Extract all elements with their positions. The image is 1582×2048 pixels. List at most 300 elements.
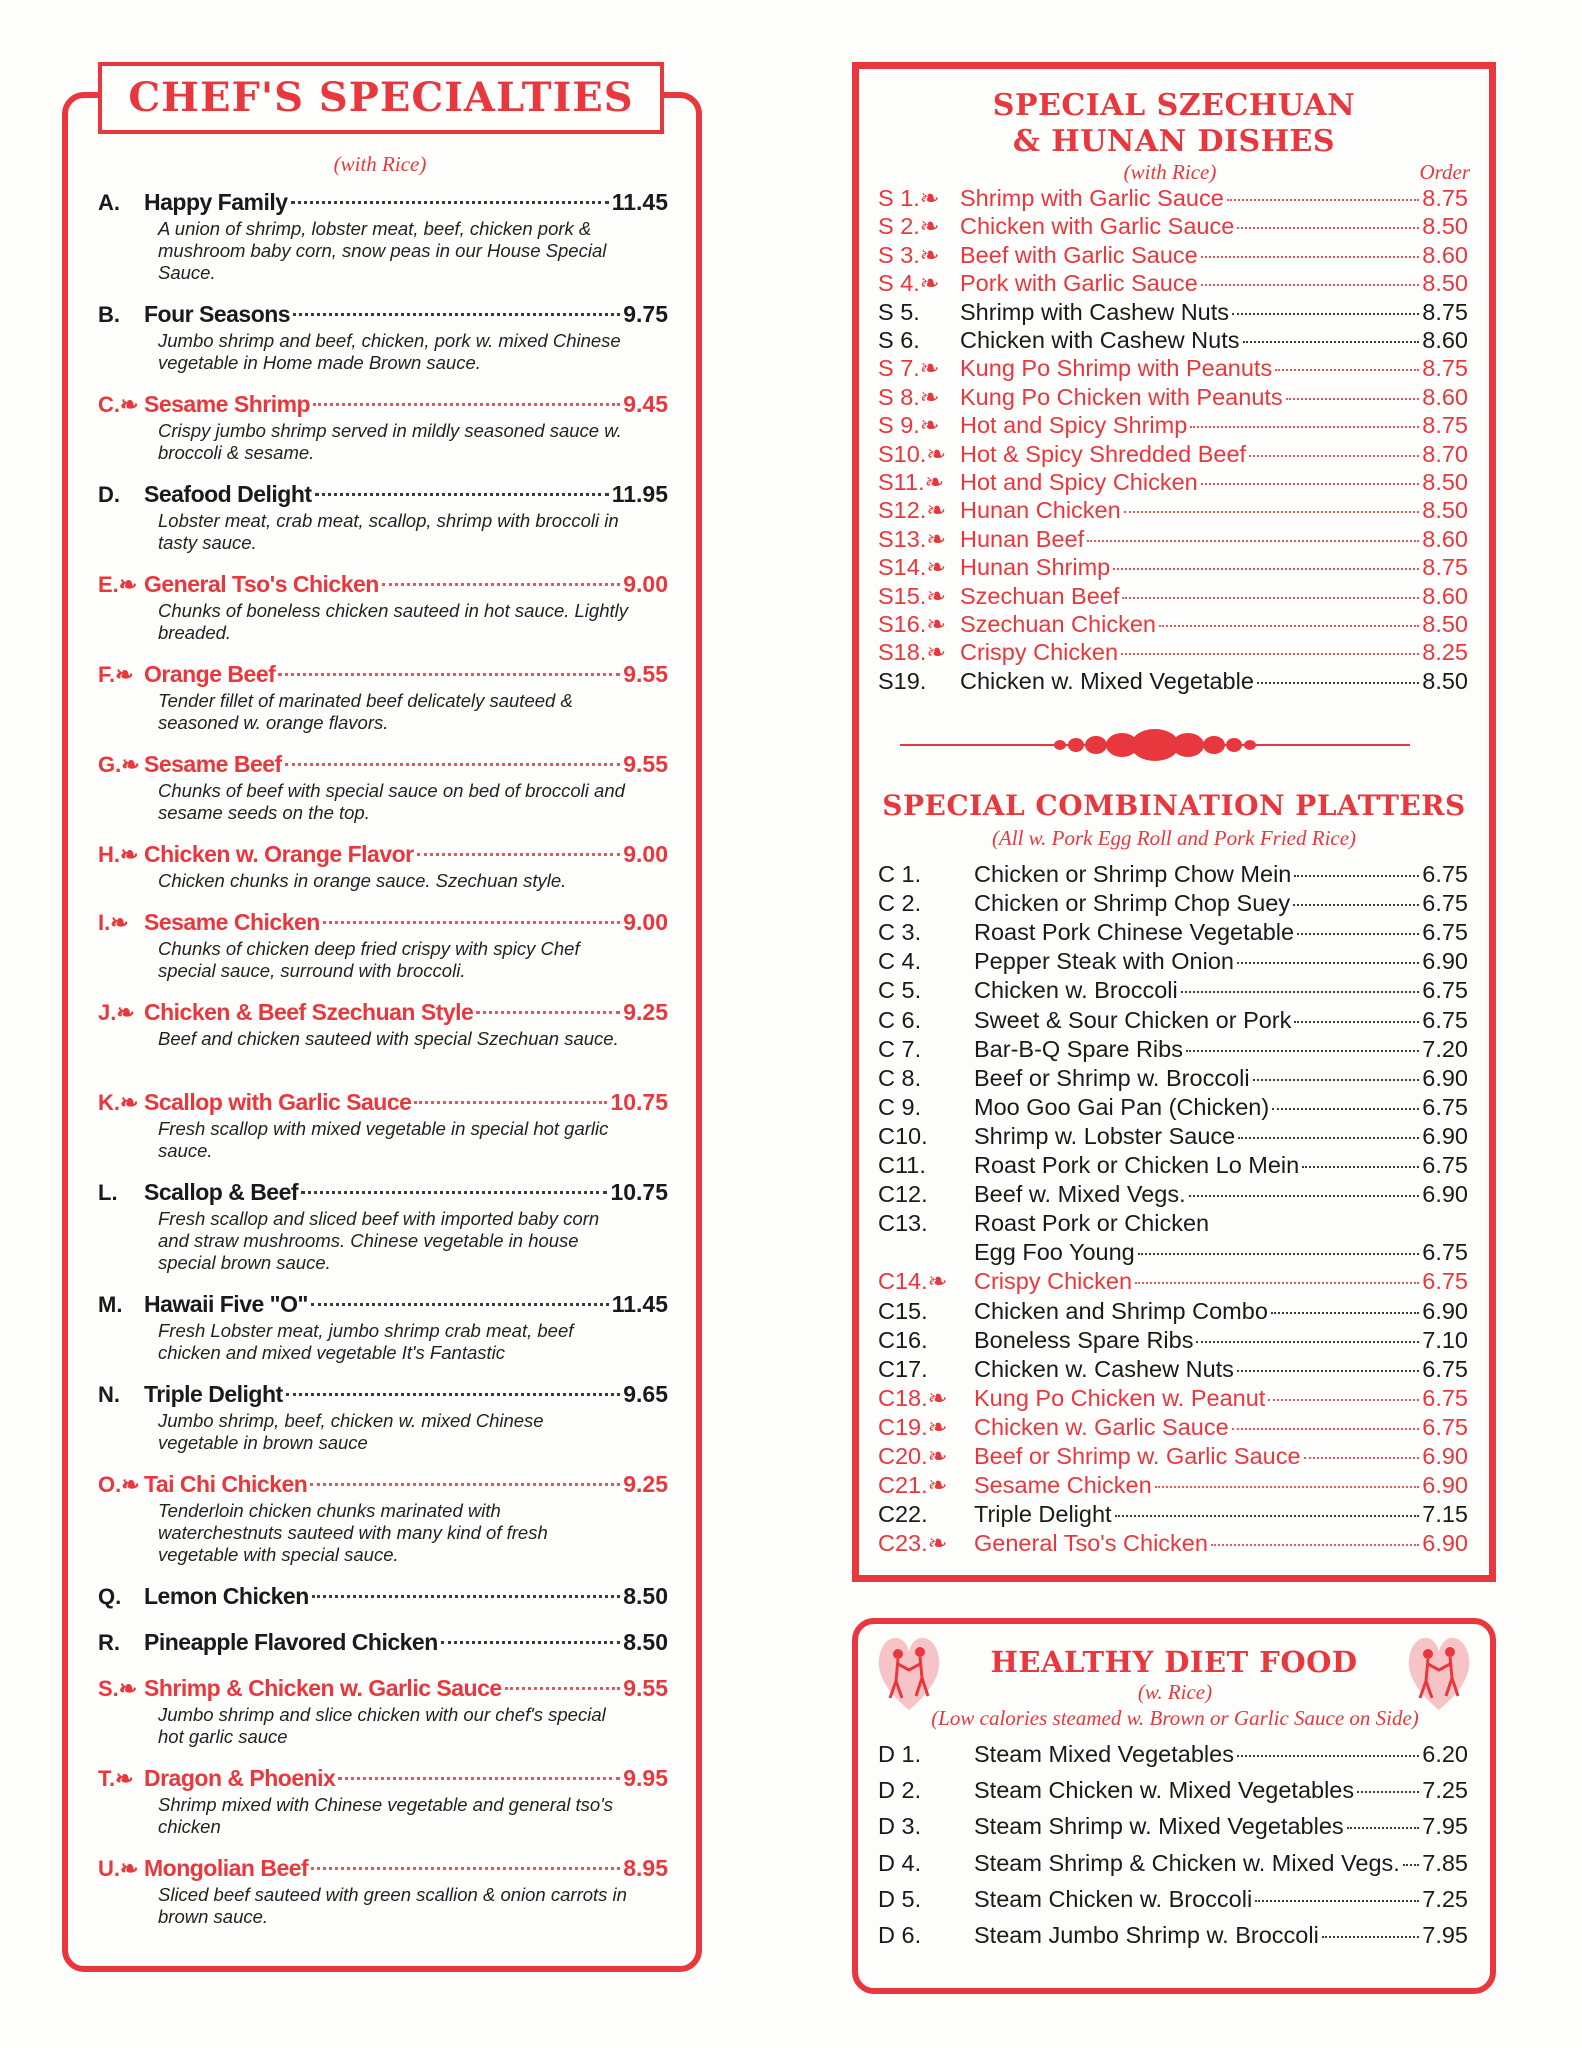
chef-item	[98, 1852, 668, 1928]
combo-item-name: Beef or Shrimp w. Garlic Sauce	[974, 1443, 1301, 1469]
szechuan-item-price: 8.75	[1422, 298, 1468, 325]
combo-item-name: Shrimp w. Lobster Sauce	[974, 1122, 1236, 1149]
combo-item-row	[878, 947, 1468, 975]
szechuan-item-row	[878, 411, 1468, 439]
chef-item-line	[98, 1288, 668, 1320]
szechuan-item-price: 8.60	[1422, 582, 1468, 609]
combo-item-name: Egg Foo Young	[974, 1239, 1135, 1266]
combo-item-code: C 2.	[878, 890, 922, 917]
diet-item-price: 7.25	[1422, 1777, 1468, 1804]
szechuan-item-code: S12.❧	[878, 497, 947, 524]
chef-item-description: Shrimp mixed with Chinese vegetable and general tso's chicken	[158, 1794, 613, 1837]
chef-item-name: Seafood Delight	[144, 481, 312, 507]
dot-leader	[1357, 1791, 1419, 1793]
combo-item-price: 6.75	[1422, 890, 1468, 917]
chefs-specialties-subtitle: (with Rice)	[333, 152, 427, 176]
dot-leader	[1302, 1166, 1419, 1168]
szechuan-item-name: Kung Po Chicken with Peanuts	[960, 383, 1283, 410]
combo-item-name: Bar-B-Q Spare Ribs	[974, 1035, 1183, 1062]
dot-leader	[1232, 313, 1419, 315]
chef-item	[98, 1468, 668, 1566]
chef-item	[98, 1580, 668, 1612]
szechuan-item-name: Crispy Chicken	[960, 639, 1119, 666]
szechuan-item-name: Hunan Chicken	[960, 497, 1121, 524]
szechuan-item-code: S13.❧	[878, 525, 947, 552]
diet-item-name: Steam Mixed Vegetables	[974, 1741, 1234, 1767]
chef-item-letter: N.	[98, 1382, 120, 1407]
combo-item-code: C22.	[878, 1501, 928, 1528]
chef-item-letter: C.❧	[98, 392, 139, 417]
combo-item-price: 6.75	[1422, 1384, 1468, 1411]
dot-leader	[1237, 227, 1419, 229]
chef-item-letter: E.❧	[98, 572, 138, 597]
dot-leader	[1155, 1486, 1420, 1488]
chef-item-letter: A.	[98, 190, 120, 215]
chef-item	[98, 298, 668, 374]
combo-item-row	[878, 1093, 1468, 1121]
dot-leader	[1257, 682, 1419, 684]
combo-item-code: C13.	[878, 1210, 928, 1237]
chef-item-name: Happy Family	[144, 189, 288, 215]
chef-item-name: Dragon & Phoenix	[144, 1765, 336, 1791]
chef-item-line	[98, 838, 668, 870]
combo-item-price: 6.90	[1422, 1064, 1468, 1091]
combo-item-code: C21.❧	[878, 1472, 948, 1499]
chef-item-description: Crispy jumbo shrimp served in mildly seasoned sauce w. broccoli & sesame.	[158, 420, 622, 463]
combo-title: SPECIAL COMBINATION PLATTERS	[882, 789, 1466, 822]
chef-item-description: Fresh scallop and sliced beef with imported baby corn and straw mushrooms. Chinese vegetable in house special brown sauce.	[158, 1208, 600, 1273]
chef-item-letter: U.❧	[98, 1856, 139, 1881]
diet-title: HEALTHY DIET FOOD	[990, 1645, 1358, 1679]
szechuan-item-row	[878, 241, 1468, 269]
combo-item-name: Chicken or Shrimp Chop Suey	[974, 890, 1291, 917]
chef-item-description: Chunks of beef with special sauce on bed of broccoli and sesame seeds on the top.	[158, 780, 625, 823]
szechuan-item-price: 8.60	[1422, 525, 1468, 552]
szechuan-item-code: S 8.❧	[878, 383, 940, 410]
combo-item-price: 7.15	[1422, 1501, 1468, 1528]
chef-item-letter: M.	[98, 1292, 123, 1317]
chef-item-line	[98, 1580, 668, 1612]
dot-leader	[1286, 398, 1420, 400]
szechuan-item-name: Chicken w. Mixed Vegetable	[960, 667, 1254, 694]
szechuan-item-price: 8.75	[1422, 412, 1468, 439]
szechuan-item-name: Szechuan Chicken	[960, 611, 1156, 637]
szechuan-item-name: Kung Po Shrimp with Peanuts	[960, 355, 1273, 382]
diet-item-row	[878, 1812, 1468, 1840]
szechuan-item-price: 8.25	[1422, 639, 1468, 666]
szechuan-item-code: S 1.❧	[878, 185, 940, 211]
combo-item-name: Chicken w. Broccoli	[974, 977, 1178, 1004]
dot-leader	[1272, 1108, 1419, 1110]
dot-leader	[338, 1777, 620, 1780]
szechuan-item-code: S 5.	[878, 298, 920, 325]
combo-item-row	[878, 1529, 1468, 1557]
dot-leader	[1304, 1457, 1420, 1459]
dot-leader	[1275, 369, 1419, 371]
szechuan-item-name: Chicken with Cashew Nuts	[960, 327, 1240, 353]
dot-leader	[291, 201, 609, 204]
chef-item-line	[98, 996, 668, 1028]
dot-leader	[1201, 284, 1420, 286]
combo-item-name: Crispy Chicken	[974, 1268, 1133, 1295]
dot-leader	[1271, 1312, 1419, 1314]
combo-item-row	[878, 1500, 1468, 1528]
combo-item-row	[878, 976, 1468, 1004]
dot-leader	[1135, 1282, 1419, 1284]
chef-item-description: Chunks of chicken deep fried crispy with spicy Chef special sauce, surround with broccoli.	[158, 938, 580, 981]
combo-item-row	[878, 1122, 1468, 1150]
diet-item-code: D 6.	[878, 1922, 922, 1948]
chef-item	[98, 568, 668, 644]
chef-item-letter: G.❧	[98, 752, 140, 777]
dot-leader	[1189, 1195, 1420, 1197]
combo-item-price: 6.90	[1422, 1472, 1468, 1499]
dot-leader	[1347, 1827, 1420, 1829]
szechuan-item-price: 8.50	[1422, 213, 1468, 240]
szechuan-item-row	[878, 496, 1468, 524]
combo-item-row	[878, 889, 1468, 917]
combo-item-price: 6.75	[1422, 1152, 1468, 1178]
diet-item-row	[878, 1885, 1468, 1913]
dot-leader	[1190, 426, 1419, 428]
chef-item-price: 9.65	[623, 1381, 668, 1407]
szechuan-item-price: 8.50	[1422, 497, 1468, 524]
dot-leader	[311, 1867, 620, 1870]
szechuan-item-row	[878, 553, 1468, 581]
szechuan-item-row	[878, 354, 1468, 382]
chef-item	[98, 388, 668, 464]
dancing-couple-icon	[872, 1626, 946, 1716]
dot-leader	[1227, 199, 1419, 201]
szechuan-item-row	[878, 582, 1468, 610]
dot-leader	[1087, 540, 1419, 542]
chef-item-name: Scallop & Beef	[144, 1179, 299, 1205]
diet-item-price: 7.95	[1422, 1813, 1468, 1840]
dot-leader	[1122, 597, 1419, 599]
chef-item-line	[98, 1176, 668, 1208]
combo-item-code: C 9.	[878, 1093, 922, 1120]
chef-item	[98, 186, 668, 284]
chef-item	[98, 1672, 668, 1748]
chef-item-name: Triple Delight	[144, 1381, 283, 1407]
diet-item-price: 7.85	[1422, 1849, 1468, 1876]
szechuan-item-row	[878, 525, 1468, 553]
chef-item-letter: T.❧	[98, 1766, 134, 1791]
chef-item-line	[98, 478, 668, 510]
chef-item-name: Orange Beef	[144, 661, 276, 687]
combo-item-row	[878, 1471, 1468, 1499]
dot-leader	[1181, 991, 1420, 993]
chef-item-name: Shrimp & Chicken w. Garlic Sauce	[144, 1675, 502, 1701]
dot-leader	[1249, 455, 1419, 457]
diet-item-price: 7.25	[1422, 1885, 1468, 1912]
diet-item-row	[878, 1740, 1468, 1768]
combo-item-row	[878, 1413, 1468, 1441]
combo-item-code: C 1.	[878, 861, 922, 887]
combo-item-price: 6.75	[1422, 977, 1468, 1004]
dot-leader	[1237, 1370, 1419, 1372]
combo-item-row	[878, 1355, 1468, 1383]
combo-item-row	[878, 860, 1468, 888]
dot-leader	[1294, 875, 1419, 877]
dot-leader	[1322, 1936, 1419, 1938]
dot-leader	[1297, 933, 1419, 935]
diet-item-name: Steam Chicken w. Mixed Vegetables	[974, 1777, 1355, 1804]
szechuan-item-row	[878, 667, 1468, 695]
dancing-couple-icon-right	[1402, 1626, 1476, 1716]
combo-item-code: C18.❧	[878, 1384, 948, 1411]
szechuan-item-price: 8.75	[1422, 185, 1468, 211]
dot-leader	[285, 763, 621, 766]
chef-item-line	[98, 1672, 668, 1704]
combo-item-price: 6.75	[1422, 861, 1468, 887]
dot-leader	[323, 921, 620, 924]
combo-item-price: 6.75	[1422, 919, 1468, 946]
combo-item-price: 6.75	[1422, 1355, 1468, 1382]
chef-item-name: General Tso's Chicken	[144, 571, 379, 597]
diet-item-code: D 2.	[878, 1777, 922, 1804]
chef-item-description: Jumbo shrimp, beef, chicken w. mixed Chinese vegetable in brown sauce	[158, 1410, 544, 1453]
chef-item-name: Hawaii Five "O"	[144, 1291, 308, 1317]
szechuan-item-name: Hot & Spicy Shredded Beef	[960, 440, 1247, 467]
szechuan-item-name: Szechuan Beef	[960, 582, 1120, 609]
chef-item-line	[98, 1378, 668, 1410]
chef-item-description: Sliced beef sauteed with green scallion & onion carrots in brown sauce.	[158, 1884, 627, 1927]
order-label: Order	[1419, 160, 1470, 184]
chef-item-description: Fresh scallop with mixed vegetable in special hot garlic sauce.	[158, 1118, 609, 1161]
dot-leader	[1237, 962, 1419, 964]
ornamental-divider	[900, 728, 1410, 762]
combo-item-row	[878, 1238, 1468, 1266]
chef-item-letter: D.	[98, 482, 120, 507]
chef-item	[98, 1378, 668, 1454]
chef-item	[98, 1086, 668, 1162]
szechuan-item-row	[878, 269, 1468, 297]
szechuan-item-code: S 2.❧	[878, 213, 940, 240]
szechuan-title-line1: SPECIAL SZECHUAN	[992, 88, 1356, 123]
chef-item-line	[98, 1086, 668, 1118]
chef-item-name: Chicken & Beef Szechuan Style	[144, 999, 474, 1025]
szechuan-item-price: 8.70	[1422, 440, 1468, 467]
szechuan-item-name: Pork with Garlic Sauce	[960, 270, 1198, 297]
chef-item-price: 9.00	[623, 909, 668, 935]
combo-item-code: C20.❧	[878, 1443, 948, 1469]
chef-item-price: 8.50	[623, 1583, 668, 1609]
szechuan-item-price: 8.75	[1422, 554, 1468, 581]
chef-item-description: Fresh Lobster meat, jumbo shrimp crab meat, beef chicken and mixed vegetable It's Fantastic	[158, 1320, 574, 1363]
szechuan-item-row	[878, 212, 1468, 240]
chef-item	[98, 748, 668, 824]
dot-leader	[414, 1101, 607, 1104]
chef-item-name: Tai Chi Chicken	[144, 1471, 308, 1497]
chef-item-description: Jumbo shrimp and slice chicken with our chef's special hot garlic sauce	[158, 1704, 606, 1747]
szechuan-item-code: S18.❧	[878, 639, 947, 666]
combo-item-price: 6.90	[1422, 1181, 1468, 1208]
combo-item-price: 7.10	[1422, 1326, 1468, 1353]
chef-item-name: Four Seasons	[144, 301, 291, 327]
combo-item-price: 6.90	[1422, 1530, 1468, 1557]
combo-item-code: C17.	[878, 1355, 928, 1382]
combo-item-row	[878, 1006, 1468, 1034]
chef-item-description: Tenderloin chicken chunks marinated with waterchestnuts sauteed with many kind of fresh vegetable with special sauce.	[158, 1500, 548, 1565]
chef-item	[98, 1626, 668, 1658]
szechuan-item-row	[878, 298, 1468, 326]
dot-leader	[1253, 1079, 1420, 1081]
diet-note: (Low calories steamed w. Brown or Garlic Sauce on Side)	[931, 1706, 1419, 1730]
dot-leader	[310, 1483, 620, 1486]
chef-item-letter: H.❧	[98, 842, 139, 867]
szechuan-item-code: S11.❧	[878, 469, 945, 495]
combo-item-code: C12.	[878, 1181, 928, 1208]
combo-item-code: C 8.	[878, 1064, 922, 1091]
combo-item-row	[878, 1442, 1468, 1470]
chef-item-letter: I.❧	[98, 910, 129, 935]
chef-item-line	[98, 658, 668, 690]
dot-leader	[1113, 568, 1419, 570]
dot-leader	[1186, 1050, 1419, 1052]
chef-item-price: 9.45	[623, 391, 668, 417]
chef-item-line	[98, 748, 668, 780]
dot-leader	[1201, 256, 1420, 258]
dot-leader	[1232, 1428, 1420, 1430]
szechuan-item-price: 8.50	[1422, 667, 1468, 694]
combo-item-name: Beef or Shrimp w. Broccoli	[974, 1064, 1250, 1091]
chef-item-name: Sesame Shrimp	[144, 391, 311, 417]
diet-item-code: D 4.	[878, 1849, 922, 1876]
chef-item-name: Sesame Beef	[144, 751, 282, 777]
chef-item-price: 11.95	[611, 481, 668, 507]
combo-item-row	[878, 1064, 1468, 1092]
dot-leader	[505, 1687, 621, 1690]
szechuan-item-row	[878, 184, 1468, 212]
szechuan-item-name: Hunan Shrimp	[960, 554, 1111, 581]
chef-item-letter: J.❧	[98, 1000, 135, 1025]
chef-item	[98, 1288, 668, 1364]
szechuan-item-price: 8.60	[1422, 241, 1468, 268]
combo-subtitle: (All w. Pork Egg Roll and Pork Fried Rice)	[991, 826, 1357, 850]
diet-subtitle: (w. Rice)	[1137, 1680, 1213, 1704]
dot-leader	[1159, 625, 1419, 627]
combo-item-row	[878, 1151, 1468, 1179]
szechuan-item-name: Hunan Beef	[960, 525, 1085, 552]
szechuan-item-row	[878, 383, 1468, 411]
chef-item-price: 9.55	[623, 661, 668, 687]
dot-leader	[1243, 341, 1420, 343]
combo-item-name: Chicken or Shrimp Chow Mein	[974, 861, 1292, 887]
dot-leader	[286, 1393, 621, 1396]
dot-leader	[301, 1191, 607, 1194]
diet-item-row	[878, 1849, 1468, 1877]
szechuan-item-price: 8.60	[1422, 327, 1468, 353]
combo-item-code: C 3.	[878, 919, 922, 946]
combo-item-code: C10.	[878, 1122, 928, 1149]
diet-item-price: 7.95	[1422, 1922, 1468, 1948]
dot-leader	[1268, 1399, 1419, 1401]
chef-item-description: Tender fillet of marinated beef delicately sauteed & seasoned w. orange flavors.	[158, 690, 573, 733]
dot-leader	[1124, 511, 1420, 513]
chef-item-description: Chunks of boneless chicken sauteed in hot sauce. Lightly breaded.	[158, 600, 628, 643]
diet-item-code: D 3.	[878, 1813, 922, 1840]
combo-item-price: 6.75	[1422, 1006, 1468, 1033]
szechuan-item-name: Beef with Garlic Sauce	[960, 241, 1198, 268]
chef-item-letter: B.	[98, 302, 120, 327]
dot-leader	[382, 583, 620, 586]
chef-item-line	[98, 1626, 668, 1658]
diet-item-name: Steam Jumbo Shrimp w. Broccoli	[974, 1922, 1319, 1948]
chef-item-price: 8.95	[623, 1855, 668, 1881]
szechuan-item-code: S 3.❧	[878, 241, 940, 268]
szechuan-item-row	[878, 468, 1468, 496]
chef-item	[98, 478, 668, 554]
chef-item-price: 11.45	[611, 189, 668, 215]
combo-item-code: C14.❧	[878, 1268, 948, 1295]
szechuan-item-code: S19.	[878, 667, 927, 694]
szechuan-item-code: S 6.	[878, 327, 920, 353]
combo-item-name: Beef w. Mixed Vegs.	[974, 1181, 1186, 1208]
chef-item-price: 11.45	[611, 1291, 668, 1317]
combo-item-price: 6.90	[1422, 948, 1468, 975]
dot-leader	[476, 1011, 620, 1014]
dot-leader	[293, 313, 620, 316]
szechuan-item-code: S16.❧	[878, 611, 947, 637]
combo-item-price: 6.75	[1422, 1093, 1468, 1120]
dot-leader	[278, 673, 620, 676]
diet-item-row	[878, 1776, 1468, 1804]
combo-item-name: Sweet & Sour Chicken or Pork	[974, 1006, 1292, 1033]
dot-leader	[313, 403, 620, 406]
szechuan-item-price: 8.60	[1422, 383, 1468, 410]
dot-leader	[1237, 1755, 1419, 1757]
combo-item-code: C16.	[878, 1326, 928, 1353]
chef-item-name: Mongolian Beef	[144, 1855, 309, 1881]
chef-item	[98, 1762, 668, 1838]
combo-item-price: 7.20	[1422, 1035, 1468, 1062]
chef-item-name: Sesame Chicken	[144, 909, 320, 935]
combo-item-code: C 7.	[878, 1035, 922, 1062]
combo-item-name: Triple Delight	[974, 1501, 1112, 1528]
combo-item-name: Pepper Steak with Onion	[974, 948, 1234, 975]
dot-leader	[1211, 1544, 1419, 1546]
chef-item-letter: K.❧	[98, 1090, 139, 1115]
chef-item-name: Chicken w. Orange Flavor	[144, 841, 414, 867]
combo-item-name: Roast Pork or Chicken Lo Mein	[974, 1152, 1300, 1178]
chef-item-name: Scallop with Garlic Sauce	[144, 1089, 412, 1115]
combo-item-name: Boneless Spare Ribs	[974, 1326, 1194, 1353]
chef-item-price: 9.00	[623, 841, 668, 867]
combo-item-code: C 5.	[878, 977, 922, 1004]
dot-leader	[417, 853, 621, 856]
chef-item-line	[98, 1762, 668, 1794]
chef-item-line	[98, 1468, 668, 1500]
chef-item-description: A union of shrimp, lobster meat, beef, chicken pork & mushroom baby corn, snow peas in our House Special Sauce.	[158, 218, 607, 283]
dot-leader	[1115, 1515, 1420, 1517]
szechuan-item-row	[878, 326, 1468, 354]
szechuan-item-code: S14.❧	[878, 554, 947, 581]
combo-item-row	[878, 1384, 1468, 1412]
diet-item-price: 6.20	[1422, 1741, 1468, 1767]
combo-item-price: 6.90	[1422, 1297, 1468, 1324]
combo-item-code: C15.	[878, 1297, 928, 1324]
szechuan-item-name: Chicken with Garlic Sauce	[960, 213, 1235, 240]
combo-item-row	[878, 1297, 1468, 1325]
combo-item-price: 6.75	[1422, 1413, 1468, 1440]
chef-item-letter: Q.	[98, 1584, 122, 1609]
szechuan-item-name: Hot and Spicy Chicken	[960, 469, 1198, 495]
combo-item-name: Roast Pork Chinese Vegetable	[974, 919, 1295, 946]
combo-item-row	[878, 918, 1468, 946]
combo-item-row	[878, 1267, 1468, 1295]
diet-item-row	[878, 1921, 1468, 1949]
